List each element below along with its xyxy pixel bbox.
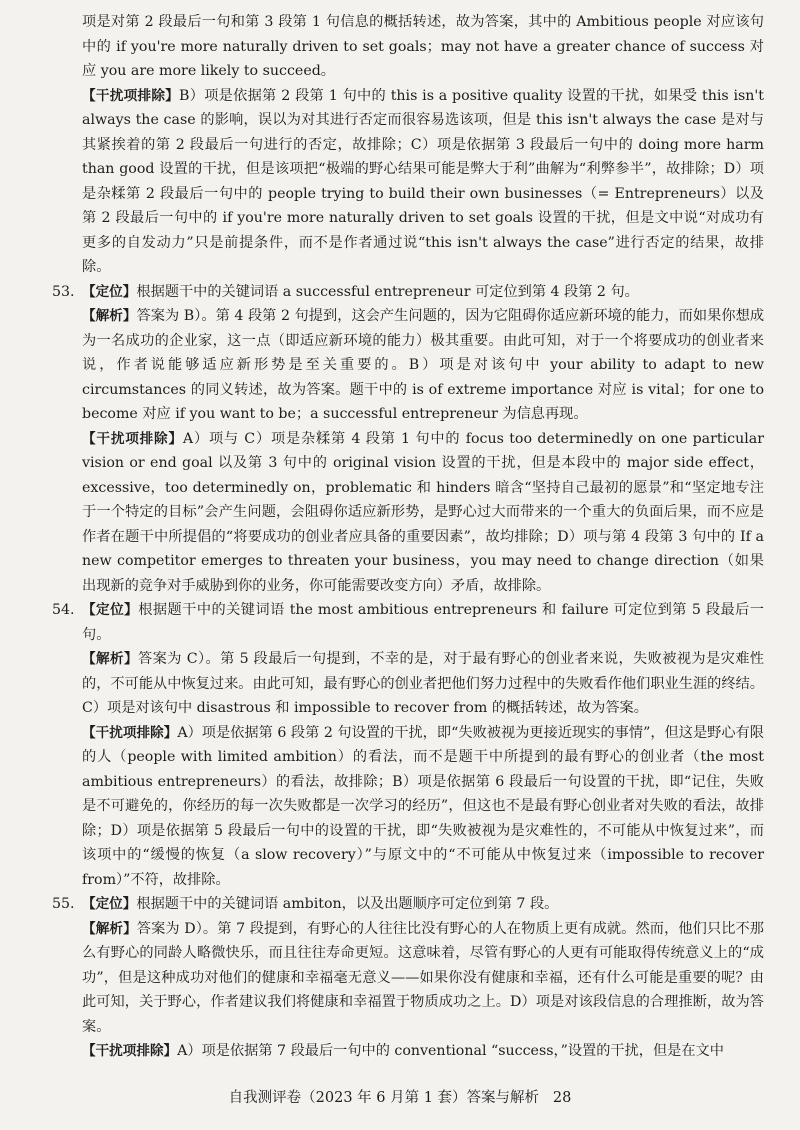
analysis-paragraph	[82, 647, 764, 721]
question-54	[52, 598, 764, 892]
question-53	[52, 280, 764, 599]
analysis-text: 答案为 D）。第 7 段提到，有野心的人往往比没有野心的人在物质上更有成就。然而，他们只比不那么有野心的同龄人略微快乐，而且往往寿命更短。这意味着，尽管有野心的人更有可能取得传统意义上的“成功”，但是这种成功对他们的健康和幸福毫无意义——如果你没有健康和幸福，还有什么可能是重要的呢？由此可知，关于野心，作者建议我们将健康和幸福置于物质成功之上。D）项是对该段信息的合理推断，故为答案。	[82, 920, 764, 1035]
locate-tag: 【定位】	[82, 896, 137, 912]
analysis-tag: 【解析】	[82, 920, 137, 937]
page-number: 28	[552, 1090, 572, 1106]
locate-text: 根据题干中的关键词语 ambiton，以及出题顺序可定位到第 7 段。	[136, 896, 559, 912]
interference-tag: 【干扰项排除】	[82, 87, 180, 104]
question-number: 55.	[52, 896, 75, 912]
interference-text: A）项是依据第 6 段第 2 句设置的干扰，即“失败被视为更接近现实的事情”，但这是野心有限的人（people with limited ambition）的看法，而不是题干中所提到的最有野心的创业者（the most ambitious entrepreneurs）的看法，故排除；B）项是依据第 6 段最后一句设置的干扰，即“记住，失败是不可避免的，你经历的每一次失败都是一次学习的经历”，但这也不是最有野心创业者对失败的看法，故排除；D）项是依据第 5 段最后一句中的设置的干扰，即“失败被视为是灾难性的，不可能从中恢复过来”，而该项中的“缓慢的恢复（a slow recovery）”与原文中的“不可能从中恢复过来（impossible to recover from）”不符，故排除。	[82, 724, 764, 888]
interference-text: A）项与 C）项是杂糅第 4 段第 1 句中的 focus too determinedly on one particular vision or end goal 以及第 3 句中的 original vision 设置的干扰，但是本段中的 major side effect，excessive，too determinedly on，problematic 和 hinders 暗含“坚持自己最初的愿景”和“坚定地专注于一个特定的目标”会产生问题，会阻碍你适应新形势，是野心过大而带来的一个重大的负面后果，而不应是作者在题干中所提倡的“将要成功的创业者应具备的重要因素”，故均排除；D）项与第 4 段第 3 句中的 If a new competitor emerges to threaten your business，you may need to change direction（如果出现新的竞争对手威胁到你的业务，你可能需要改变方向）矛盾，故排除。	[82, 430, 764, 594]
page-footer	[0, 1086, 800, 1107]
question-number: 53.	[52, 283, 75, 300]
q52-interference-paragraph	[52, 84, 764, 280]
footer-title: 自我测评卷（2023 年 6 月第 1 套）答案与解析	[228, 1090, 540, 1106]
interference-text: A）项是依据第 7 段最后一句中的 conventional “success，”设置的干扰，但是在文中	[177, 1043, 724, 1059]
interference-tag: 【干扰项排除】	[82, 724, 178, 741]
interference-paragraph	[82, 427, 764, 599]
q52-option-summary: 项是对第 2 段最后一句和第 3 段第 1 句信息的概括转述，故为答案，其中的 Ambitious people 对应该句中的 if you're more naturally driven to set goals；may not have a greater chance of success 对应 you are more likely to succeed。	[82, 14, 764, 79]
question-55	[52, 892, 764, 1064]
locate-text: 根据题干中的关键词语 a successful entrepreneur 可定位到第 4 段第 2 句。	[136, 283, 639, 300]
locate-paragraph	[82, 598, 764, 647]
analysis-paragraph	[82, 304, 764, 427]
interference-paragraph	[82, 1039, 764, 1064]
locate-paragraph	[82, 280, 764, 305]
analysis-paragraph	[82, 917, 764, 1040]
analysis-tag: 【解析】	[82, 308, 137, 324]
analysis-tag: 【解析】	[82, 651, 139, 667]
analysis-text: 答案为 B）。第 4 段第 2 句提到，这会产生问题的，因为它阻碍你适应新环境的能力，而如果你想成为一名成功的企业家，这一点（即适应新环境的能力）极其重要。由此可知，对于一个将要成功的创业者来说，作者说能够适应新形势是至关重要的。B）项是对该句中 your ability to adapt to new circumstances 的同义转述，故为答案。题干中的 is of extreme importance 对应 is vital；for one to become 对应 if you want to be；a successful entrepreneur 为信息再现。	[82, 308, 765, 422]
interference-tag: 【干扰项排除】	[82, 1043, 178, 1059]
question-number: 54.	[52, 602, 75, 618]
locate-tag: 【定位】	[82, 602, 139, 618]
locate-paragraph	[82, 892, 764, 917]
interference-paragraph	[82, 721, 764, 893]
interference-text: B）项是依据第 2 段第 1 句中的 this is a positive quality 设置的干扰，如果受 this isn't always the case 的影响，误以为对其进行否定而很容易选该项，但是 this isn't always the case 是对与其紧挨着的第 2 段最后一句进行的否定，故排除；C）项是依据第 3 段最后一句中的 doing more harm than good 设置的干扰，但是该项把“极端的野心结果可能是弊大于利”曲解为“利弊参半”，故排除；D）项是杂糅第 2 段最后一句中的 people trying to build their own businesses（= Entrepreneurs）以及第 2 段最后一句中的 if you're more naturally driven to set goals 设置的干扰，但是文中说“对成功有更多的自发动力”只是前提条件，而不是作者通过说“this isn't always the case”进行否定的结果，故排除。	[82, 87, 764, 275]
answer-analysis-content	[52, 10, 764, 1064]
locate-text: 根据题干中的关键词语 the most ambitious entrepreneurs 和 failure 可定位到第 5 段最后一句。	[82, 602, 764, 643]
analysis-text: 答案为 C）。第 5 段最后一句提到，不幸的是，对于最有野心的创业者来说，失败被视为是灾难性的，不可能从中恢复过来。由此可知，最有野心的创业者把他们努力过程中的失败看作他们职业生涯的终结。C）项是对该句中 disastrous 和 impossible to recover from 的概括转述，故为答案。	[82, 651, 764, 716]
interference-tag: 【干扰项排除】	[82, 430, 183, 447]
locate-tag: 【定位】	[82, 283, 137, 300]
